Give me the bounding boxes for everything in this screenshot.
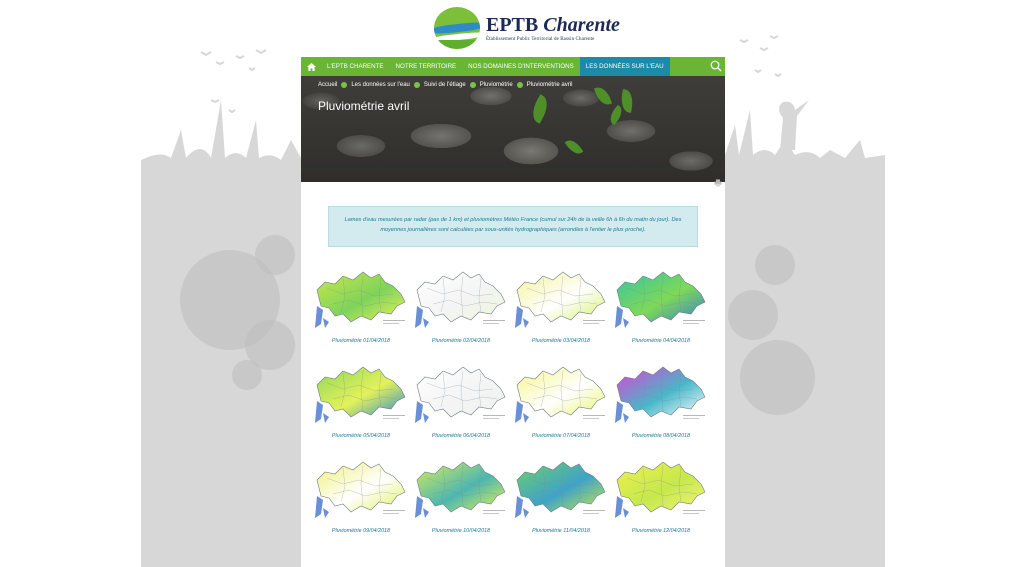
map-caption[interactable]: Pluviométrie 02/04/2018 [431,338,491,344]
map-caption[interactable]: Pluviométrie 06/04/2018 [431,433,491,439]
map-card[interactable] [313,458,409,534]
nav-item-domaines[interactable]: NOS DOMAINES D'INTERVENTIONS [468,63,574,70]
home-button[interactable] [301,57,321,76]
map-card[interactable] [413,363,509,439]
page-title: Pluviométrie avril [318,99,410,113]
map-caption[interactable]: Pluviométrie 03/04/2018 [531,338,591,344]
map-card[interactable] [513,458,609,534]
map-caption[interactable]: Pluviométrie 04/04/2018 [631,338,691,344]
rainfall-map-thumbnail[interactable] [613,268,709,330]
nav-item-eptb[interactable]: L'EPTB CHARENTE [327,63,384,70]
decor-bubble [740,340,815,415]
breadcrumb-current: Pluviométrie avril [526,82,573,88]
logo-mark-icon [434,7,480,49]
rainfall-map-image [613,363,709,425]
decor-bubble [232,360,262,390]
rainfall-map-thumbnail[interactable] [313,268,409,330]
rainfall-map-image [313,268,409,330]
breadcrumb-pluviometrie[interactable]: Pluviométrie [479,82,513,88]
home-icon [307,63,316,71]
eptb-logo[interactable] [434,7,620,49]
rainfall-map-thumbnail[interactable] [613,458,709,520]
left-landscape-silhouette [141,40,301,180]
search-icon[interactable] [710,60,722,72]
map-caption[interactable]: Pluviométrie 08/04/2018 [631,433,691,439]
map-caption[interactable]: Pluviométrie 11/04/2018 [532,528,590,534]
map-card[interactable] [613,363,709,439]
map-card[interactable] [513,363,609,439]
rainfall-map-thumbnail[interactable] [313,458,409,520]
hero-banner [301,76,725,182]
rainfall-map-image [313,458,409,520]
rainfall-map-image [513,268,609,330]
decor-bubble [255,235,295,275]
map-card[interactable] [413,268,509,344]
logo-subtitle: Établissement Public Territorial de Bassin Charente [486,36,595,42]
map-caption[interactable]: Pluviométrie 12/04/2018 [631,528,691,534]
rainfall-map-image [513,363,609,425]
logo-title-main: EPTB [486,13,539,36]
rainfall-map-image [413,268,509,330]
rainfall-map-thumbnail[interactable] [313,363,409,425]
logo-title [486,15,620,35]
rainfall-map-thumbnail[interactable] [613,363,709,425]
rainfall-map-thumbnail[interactable] [513,458,609,520]
map-card[interactable] [613,268,709,344]
rainfall-map-image [513,458,609,520]
decor-bubble [755,245,795,285]
nav-item-territoire[interactable]: NOTRE TERRITOIRE [395,63,457,70]
rainfall-map-image [413,458,509,520]
nav-item-donnees[interactable]: LES DONNÉES SUR L'EAU [580,57,670,76]
map-card[interactable] [613,458,709,534]
breadcrumb-home[interactable]: Accueil [318,82,338,88]
right-landscape-silhouette [725,30,885,180]
map-card[interactable] [413,458,509,534]
breadcrumb-donnees[interactable]: Les données sur l'eau [351,82,410,88]
main-nav [301,57,725,76]
rainfall-map-thumbnail[interactable] [513,268,609,330]
map-caption[interactable]: Pluviométrie 09/04/2018 [331,528,391,534]
map-caption[interactable]: Pluviométrie 05/04/2018 [331,433,391,439]
decor-bubble [728,290,778,340]
main-content [301,57,725,567]
rainfall-map-image [413,363,509,425]
map-caption[interactable]: Pluviométrie 10/04/2018 [431,528,491,534]
rainfall-map-thumbnail[interactable] [413,458,509,520]
map-caption[interactable]: Pluviométrie 01/04/2018 [331,338,391,344]
info-box: Lames d'eau mesurées par radar (pas de 1 km) et pluviomètres Météo France (cumul sur 24h de la veille 6h à 6h du matin du jour). Des moyennes journalières sont calculées par sous-unités hydrographiques (arrondies à l'entier le plus proche). [328,206,698,247]
map-card[interactable] [313,268,409,344]
logo-title-italic: Charente [543,13,620,36]
rainfall-map-image [313,363,409,425]
breadcrumb-etiage[interactable]: Suivi de l'étiage [423,82,466,88]
map-card[interactable] [313,363,409,439]
rainfall-map-image [613,268,709,330]
rainfall-map-thumbnail[interactable] [413,268,509,330]
rainfall-map-thumbnail[interactable] [513,363,609,425]
map-caption[interactable]: Pluviométrie 07/04/2018 [531,433,591,439]
map-card[interactable] [513,268,609,344]
breadcrumb [318,82,572,88]
print-icon[interactable] [714,179,722,187]
rainfall-map-thumbnail[interactable] [413,363,509,425]
rainfall-map-image [613,458,709,520]
